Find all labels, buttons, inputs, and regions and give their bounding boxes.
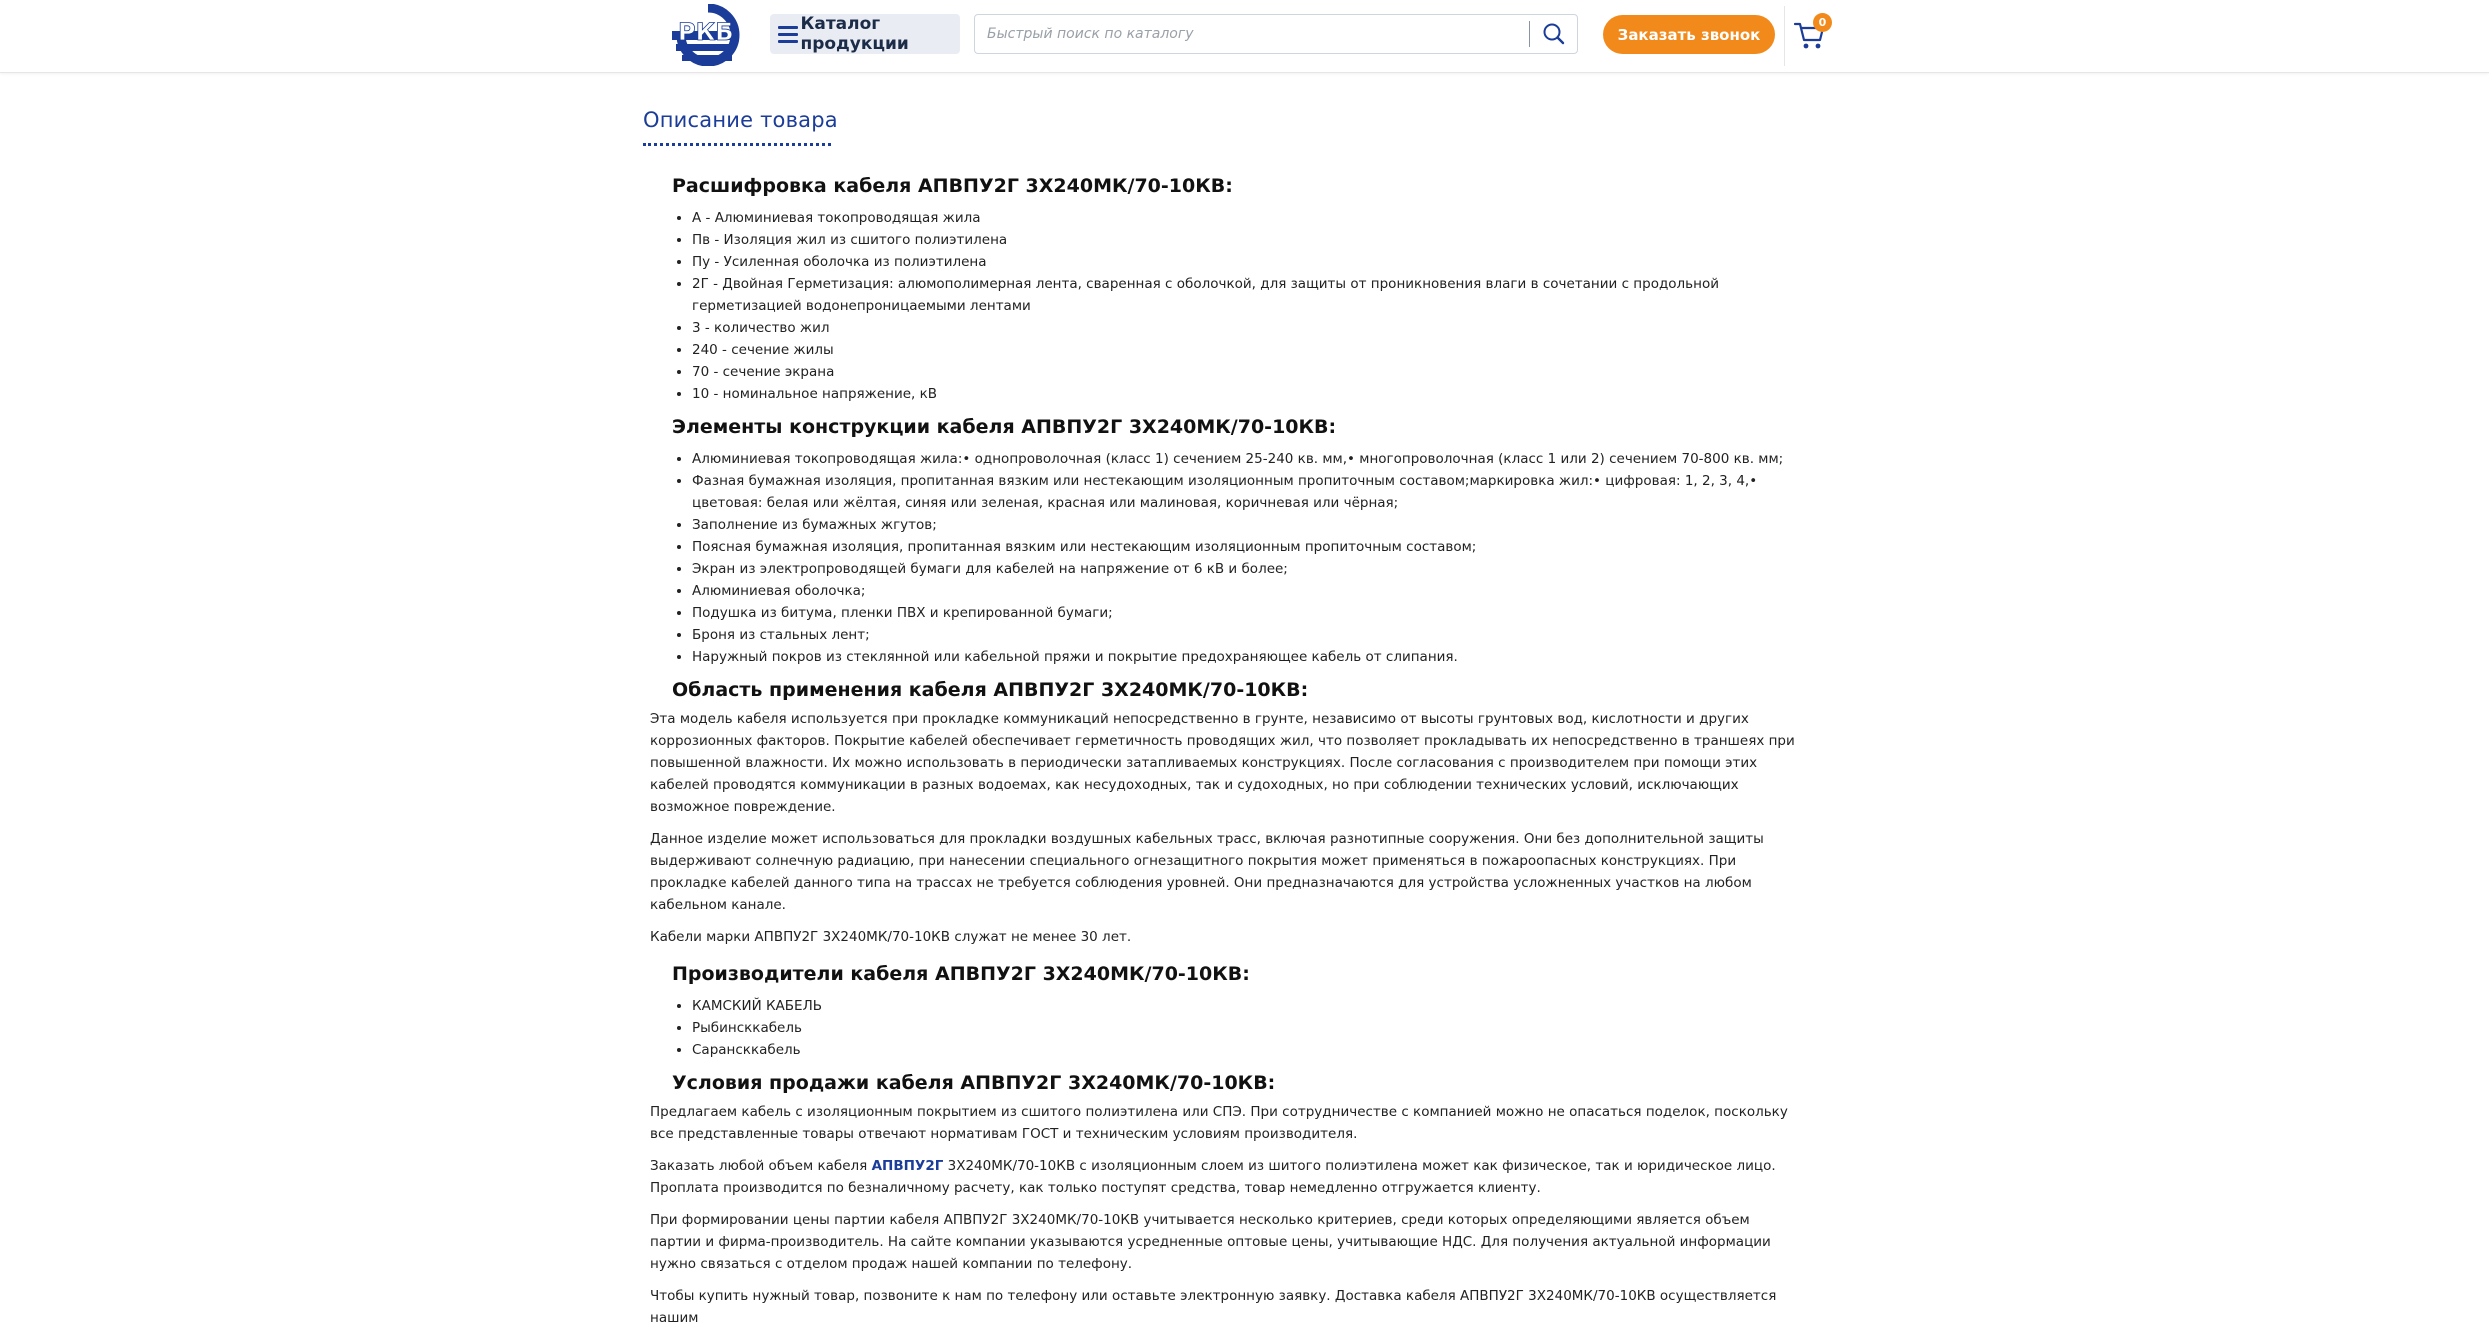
list-item: • Пв - Изоляция жил из сшитого полиэтилена <box>692 229 1802 251</box>
sale-paragraph: При формировании цены партии кабеля АПВПУ2Г 3Х240МК/70-10КВ учитывается несколько критериев, среди которых определяющими является объем партии и фирма-производитель. На сайте компании указываются усредненные оптовые цены, учитывающие НДС. Для получения актуальной информации нужно связаться с отделом продаж нашей компании по телефону. <box>650 1212 1771 1272</box>
header-divider <box>1784 6 1785 66</box>
manufacturers-heading: Производители кабеля АПВПУ2Г 3Х240МК/70-10КВ: <box>672 963 1250 985</box>
list-item: • Подушка из битума, пленки ПВХ и крепированной бумаги; <box>692 602 1802 624</box>
search-button[interactable] <box>1537 19 1569 49</box>
list-item: • Фазная бумажная изоляция, пропитанная вязким или нестекающим изоляционным пропиточным составом;маркировка жил:• цифровая: 1, 2, 3, 4,• цветовая: белая или жёлтая, синяя или зеленая, красная или малиновая, коричневая или чёрная; <box>692 470 1802 514</box>
sale-paragraph <box>650 1155 1802 1199</box>
application-paragraph: Кабели марки АПВПУ2Г 3Х240МК/70-10КВ служат не менее 30 лет. <box>650 929 1132 945</box>
list-item: • 10 - номинальное напряжение, кВ <box>692 383 1802 405</box>
sale-text: 3Х240МК/70-10КВ с изоляционным слоем из шитого полиэтилена может как физическое, так и юридическое лицо. Проплата производится по безналичному расчету, как только поступят средства, товар немедленно отгружается клиенту. <box>650 1158 1776 1196</box>
construction-heading: Элементы конструкции кабеля АПВПУ2Г 3Х240МК/70-10КВ: <box>672 416 1337 438</box>
list-item: • Пу - Усиленная оболочка из полиэтилена <box>692 251 1802 273</box>
section-title: Описание товара <box>643 108 838 132</box>
list-item: • Броня из стальных лент; <box>692 624 1802 646</box>
catalog-search <box>974 14 1578 54</box>
application-heading: Область применения кабеля АПВПУ2Г 3Х240МК/70-10КВ: <box>672 679 1309 701</box>
construction-list <box>652 448 1802 668</box>
list-item: • Сарансккабель <box>692 1039 1802 1061</box>
product-description <box>652 170 1802 1339</box>
search-icon <box>1537 19 1569 49</box>
application-paragraph: Данное изделие может использоваться для прокладки воздушных кабельных трасс, включая разнотипные сооружения. Они без дополнительной защиты выдерживают солнечную радиацию, при нанесении специального огнезащитного покрытия может применяться в пожароопасных конструкциях. При прокладке кабелей данного типа на трассах не требуется соблюдения уровней. Они предназначаются для устройства усложненных участков на любом кабельном канале. <box>650 831 1764 913</box>
search-divider <box>1529 21 1530 47</box>
request-call-button[interactable]: Заказать звонок <box>1603 15 1775 54</box>
list-item: • 70 - сечение экрана <box>692 361 1802 383</box>
search-input[interactable] <box>975 15 1525 53</box>
list-item: • 3 - количество жил <box>692 317 1802 339</box>
section-title-underline <box>643 143 831 146</box>
sale-text: Заказать любой объем кабеля <box>650 1158 872 1174</box>
sale-heading: Условия продажи кабеля АПВПУ2Г 3Х240МК/70-10КВ: <box>672 1072 1276 1094</box>
list-item: • 240 - сечение жилы <box>692 339 1802 361</box>
cart-count-badge: 0 <box>1813 13 1832 32</box>
list-item: • Алюминиевая оболочка; <box>692 580 1802 602</box>
sale-paragraph: Чтобы купить нужный товар, позвоните к нам по телефону или оставьте электронную заявку. Доставка кабеля АПВПУ2Г 3Х240МК/70-10КВ осуществляется нашим <box>650 1288 1777 1326</box>
list-item: • Наружный покров из стеклянной или кабельной пряжи и покрытие предохраняющее кабель от слипания. <box>692 646 1802 668</box>
logo-text: РКБ <box>678 18 734 46</box>
catalog-menu-label: Каталог продукции <box>800 14 909 54</box>
company-logo[interactable] <box>668 4 744 66</box>
burger-menu-icon <box>778 26 794 43</box>
list-item: • Экран из электропроводящей бумаги для кабелей на напряжение от 6 кВ и более; <box>692 558 1802 580</box>
list-item: • Алюминиевая токопроводящая жила:• однопроволочная (класс 1) сечением 25-240 кв. мм,• многопроволочная (класс 1 или 2) сечением 70-800 кв. мм; <box>692 448 1802 470</box>
list-item: • 2Г - Двойная Герметизация: алюмополимерная лента, сваренная с оболочкой, для защиты от проникновения влаги в сочетании с продольной герметизацией водонепроницаемыми лентами <box>692 273 1802 317</box>
list-item: • Рыбинсккабель <box>692 1017 1802 1039</box>
site-header <box>0 0 2489 73</box>
cable-link[interactable]: АПВПУ2Г <box>871 1158 944 1174</box>
application-paragraph: Эта модель кабеля используется при прокладке коммуникаций непосредственно в грунте, независимо от высоты грунтовых вод, кислотности и других коррозионных факторов. Покрытие кабелей обеспечивает герметичность проводящих жил, что позволяет прокладывать их непосредственно в траншеях при повышенной влажности. Их можно использовать в периодически затапливаемых конструкциях. После согласования с производителем при помощи этих кабелей проводятся коммуникации в разных водоемах, как несудоходных, так и судоходных, но при соблюдении технических условий, исключающих возможное повреждение. <box>650 711 1795 815</box>
list-item: • А - Алюминиевая токопроводящая жила <box>692 207 1802 229</box>
manufacturers-list <box>652 995 1802 1061</box>
decoding-list <box>652 207 1802 405</box>
list-item: • КАМСКИЙ КАБЕЛЬ <box>692 995 1802 1017</box>
decoding-heading: Расшифровка кабеля АПВПУ2Г 3Х240МК/70-10КВ: <box>672 175 1233 197</box>
catalog-menu-button[interactable] <box>770 14 960 54</box>
sale-paragraph: Предлагаем кабель с изоляционным покрытием из сшитого полиэтилена или СПЭ. При сотрудничестве с компанией можно не опасаться поделок, поскольку все представленные товары отвечают нормативам ГОСТ и техническим условиям производителя. <box>650 1104 1788 1142</box>
list-item: • Заполнение из бумажных жгутов; <box>692 514 1802 536</box>
list-item: • Поясная бумажная изоляция, пропитанная вязким или нестекающим изоляционным пропиточным составом; <box>692 536 1802 558</box>
